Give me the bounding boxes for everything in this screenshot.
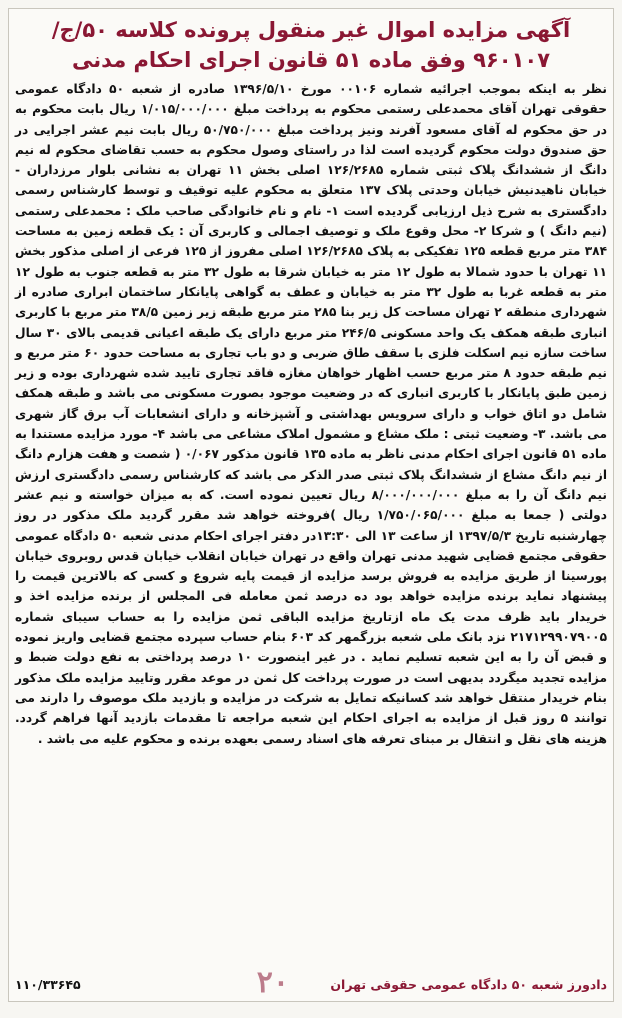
handwritten-stamp-mark: ۲۰ <box>256 965 289 1000</box>
notice-title: آگهی مزایده اموال غیر منقول پرونده کلاسه ۵۰/ج/۹۶۰۱۰۷ وفق ماده ۵۱ قانون اجرای احکام مدنی <box>51 18 571 72</box>
notice-body: نظر به اینکه بموجب اجرائیه شماره ۰۰۱۰۶ مورخ ۱۳۹۶/۵/۱۰ صادره از شعبه ۵۰ دادگاه عمومی حقوقی تهران آقای محمدعلی رستمی محکوم به پرداخت مبلغ ۱/۰۱۵/۰۰۰/۰۰۰ ریال بابت محکوم به در حق محکوم له آقای مسعود آفرند ونیز پرداخت مبلغ ۵۰/۷۵۰/۰۰۰ ریال بابت نیم عشر اجرایی در حق صندوق دولت محکوم گردیده است لذا در راستای وصول محکوم به حسب تقاضای محکوم له نیم دانگ از ششدانگ پلاک ثبتی شماره ۱۲۶/۲۶۸۵ اصلی بخش ۱۱ تهران به نشانی بلوار مرزداران - خیابان ناهیدنیش خیابان وحدتی پلاک ۱۳۷ متعلق به محکوم علیه توقیف و توسط کارشناس رسمی دادگستری به شرح ذیل ارزیابی گردیده است ۱- نام و نام خانوادگی صاحب ملک : محمدعلی رستمی (نیم دانگ ) و شرکا ۲- محل وقوع ملک و توصیف اجمالی و کاربری آن : یک قطعه زمین به مساحت ۳۸۴ متر مربع قطعه ۱۲۵ تفکیکی به پلاک ۱۲۶/۲۶۸۵ اصلی مفروز از ۱۲۵ فرعی از اصلی مذکور بخش ۱۱ تهران با حدود شمالا به طول ۱۲ متر به خیابان شرقا به طول ۳۲ متر به قطعه جنوب به طول ۱۲ متر به قطعه غربا به طول ۳۲ متر به خیابان و عطف به گواهی پایانکار ساختمان ابراری صادره از شهرداری منطقه ۲ تهران مساحت کل زیر بنا ۲۸۵ متر مربع طبقه زیر زمین ۳۸/۵ متر مربع با کاربری انباری طبقه همکف یک واحد مسکونی ۲۴۶/۵ متر مربع دارای یک طبقه اعیانی قدیمی بالای ۳۰ سال ساخت سازه نیم اسکلت فلزی با سقف طاق ضربی و دو باب تجاری به مساحت حدود ۶۰ متر مربع و نیم طبقه حدود ۸ متر مربع حسب اظهار خواهان مغازه فاقد تجاری تایید شده شهرداری بوده و زیر زمین طبق پایانکار با کاربری انباری که در وضعیت موجود بصورت مسکونی می باشد و طبقه همکف شامل دو اتاق خواب و دارای سرویس بهداشتی و آشپزخانه و دارای انشعابات آب برق گاز شهری می باشد. ۳- وضعیت ثبتی : ملک مشاع و مشمول املاک مشاعی می باشد ۴- مورد مزایده مستندا به ماده ۵۱ قانون اجرای احکام مدنی ناظر به ماده ۱۳۵ قانون مذکور ۰/۰۶۷ ( شصت و هفت هزارم دانگ از نیم دانگ مشاع از ششدانگ پلاک ثبتی صدر الذکر می باشد که کارشناس رسمی دادگستری ارزش نیم دانگ آن را به مبلغ ۸/۰۰۰/۰۰۰/۰۰۰ ریال تعیین نموده است. که به میزان خواسته و نیم عشر دولتی ( جمعا به مبلغ ۱/۷۵۰/۰۶۵/۰۰۰ ریال )فروخته خواهد شد مقرر گردید ملک مذکور در روز چهارشنبه تاریخ ۱۳۹۷/۵/۳ از ساعت ۱۳ الی ۱۳:۳۰در دفتر اجرای احکام مدنی شعبه ۵۰ دادگاه عمومی حقوقی مجتمع قضایی شهید مدنی تهران واقع در تهران خیابان انقلاب خیابان قدس روبروی خیابان پورسینا از طریق مزایده به فروش برسد مزایده از قیمت پایه شروع و کسی که بالاترین قیمت را پیشنهاد نماید برنده مزایده خواهد بود ده درصد ثمن معامله فی المجلس از برنده مزایده اخذ و خریدار باید ظرف مدت یک ماه ازتاریخ مزایده الباقی ثمن مزایده را به حساب سیبای شماره ۲۱۷۱۲۹۹۰۷۹۰۰۵ نزد بانک ملی شعبه بزرگمهر کد ۶۰۳ بنام حساب سپرده مجتمع قضایی واریز نموده و قبض آن را به این شعبه تسلیم نماید . در غیر اینصورت ۱۰ درصد پرداختی به نفع دولت ضبط و مزایده تجدید میگردد بدیهی است در صورت پرداخت کل ثمن در موعد مقرر وتایید مزایده ملک مذکور بنام خریدار منتقل خواهد شد کسانیکه تمایل به شرکت در مزایده و بازدید ملک موصوف را دارند می توانند ۵ روز قبل از مزایده به اجرای احکام این شعبه مراجعه تا مقدمات بازدید آنها فراهم گردد. هزینه های نقل و انتقال بر مبنای تعرفه های اسناد رسمی بعهده برنده و محکوم علیه می باشد . <box>15 82 608 746</box>
notice-code: ۱۱۰/۳۳۶۴۵ <box>15 976 81 992</box>
issuer-signature: دادورز شعبه ۵۰ دادگاه عمومی حقوقی تهران <box>330 976 607 992</box>
notice-page <box>8 8 614 1002</box>
notice-footer <box>15 971 607 997</box>
